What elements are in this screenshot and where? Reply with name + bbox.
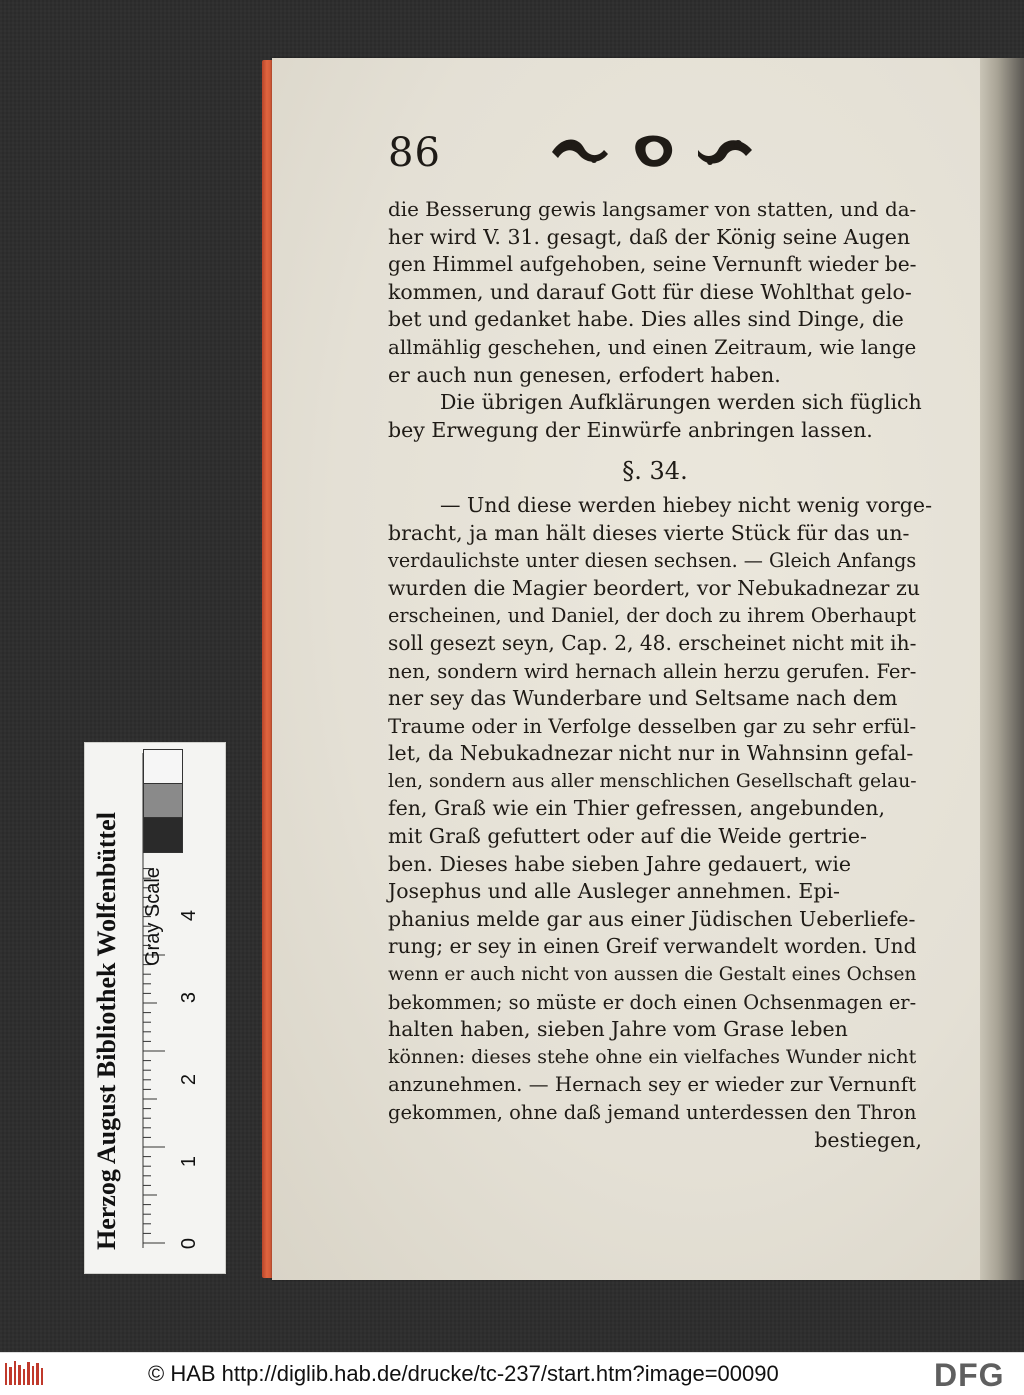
text-line-content: rung; er sey in einen Greif verwandelt worden. Und <box>388 934 917 959</box>
text-line-content: fen, Graß wie ein Thier gefressen, angebunden, <box>388 796 885 821</box>
text-line <box>388 1044 922 1072</box>
text-line <box>388 740 922 768</box>
text-line <box>388 389 922 417</box>
text-line-content: verdaulichste unter diesen sechsen. — Gleich Anfangs <box>388 549 917 573</box>
text-line <box>388 1016 922 1044</box>
text-line <box>388 334 922 362</box>
text-line-content: halten haben, sieben Jahre vom Grase leben <box>388 1017 848 1042</box>
dfg-logo: DFG <box>934 1357 1005 1393</box>
text-line-content: kommen, und darauf Gott für diese Wohlthat gelo- <box>388 279 912 304</box>
text-line-content: erscheinen, und Daniel, der doch zu ihrem Oberhaupt <box>388 604 916 628</box>
text-block <box>388 196 932 1154</box>
text-line-content: her wird V. 31. gesagt, daß der König seine Augen <box>388 224 911 249</box>
text-line-content: anzunehmen. — Hernach sey er wieder zur Vernunft <box>388 1073 917 1097</box>
text-line-content: bekommen; so müste er doch einen Ochsenmagen er- <box>388 990 917 1014</box>
gray-patch-white <box>143 749 183 785</box>
hab-barcode-logo-icon <box>4 1359 44 1389</box>
text-line-content: ner sey das Wunderbare und Seltsame nach dem <box>388 686 898 711</box>
text-line <box>388 658 922 686</box>
ruler-number: 2 <box>178 1073 201 1086</box>
text-line <box>388 306 922 334</box>
text-line-content: phanius melde gar aus einer Jüdischen Ueberliefe- <box>388 906 916 931</box>
text-line <box>388 851 922 879</box>
text-line <box>388 878 922 906</box>
text-line <box>388 713 922 741</box>
text-line-content: bey Erwegung der Einwürfe anbringen lassen. <box>388 417 873 442</box>
text-line-content: soll gesezt seyn, Cap. 2, 48. erscheinet nicht mit ih- <box>388 630 917 655</box>
text-line-content: allmählig geschehen, und einen Zeitraum, wie lange <box>388 335 917 359</box>
text-line <box>388 417 922 445</box>
page-number: 86 <box>388 130 441 176</box>
text-line <box>388 575 922 603</box>
text-line-content: wurden die Magier beordert, vor Nebukadnezar zu <box>388 575 920 600</box>
text-line-content: er auch nun genesen, erfodert haben. <box>388 362 781 387</box>
gray-patch-mid <box>143 783 183 819</box>
footer-copyright-url[interactable]: © HAB http://diglib.hab.de/drucke/tc-237/start.htm?image=00090 <box>148 1361 779 1386</box>
page-edge-shadow <box>980 58 1024 1280</box>
gray-patch-black <box>143 817 183 853</box>
text-line-content: gen Himmel aufgehoben, seine Vernunft wieder be- <box>388 252 917 277</box>
text-line-content: die Besserung gewis langsamer von statten, und da- <box>388 198 917 221</box>
text-line <box>388 933 922 961</box>
text-line <box>388 224 922 252</box>
gray-scale-label: Gray Scale <box>142 867 164 966</box>
text-line-content: Traume oder in Verfolge desselben gar zu sehr erfül- <box>388 714 917 738</box>
ruler-number: 3 <box>178 991 201 1004</box>
text-line <box>388 602 922 630</box>
text-line <box>388 630 922 658</box>
ruler-number: 1 <box>178 1155 201 1168</box>
text-line-content: let, da Nebukadnezar nicht nur in Wahnsinn gefal- <box>388 741 914 766</box>
text-line <box>388 196 922 224</box>
text-line-content: Josephus und alle Ausleger annehmen. Epi- <box>388 879 840 904</box>
text-line-content: bracht, ja man hält dieses vierte Stück für das un- <box>388 520 910 545</box>
section-heading: §. 34. <box>622 457 688 486</box>
text-line <box>388 768 922 796</box>
catchword: bestiegen, <box>814 1127 922 1152</box>
text-line <box>388 823 922 851</box>
text-line <box>388 961 922 989</box>
text-line-content: nen, sondern wird hernach allein herzu gerufen. Fer- <box>388 659 917 683</box>
text-line <box>388 547 922 575</box>
text-line <box>388 906 922 934</box>
text-line <box>388 795 922 823</box>
text-line-content: len, sondern aus aller menschlichen Gesellschaft gelau- <box>388 770 917 792</box>
text-line <box>388 251 922 279</box>
text-line-content: gekommen, ohne daß jemand unterdessen den Thron <box>388 1101 917 1124</box>
ruler-title: Herzog August Bibliothek Wolfenbüttel <box>92 812 121 1250</box>
text-line <box>388 685 922 713</box>
text-line <box>388 492 932 520</box>
ruler-number: 4 <box>178 909 201 922</box>
text-line-content: können: dieses stehe ohne ein vielfaches Wunder nicht <box>388 1045 917 1068</box>
text-line-content: wenn er auch nicht von aussen die Gestalt eines Ochsen <box>388 964 917 986</box>
text-line <box>388 1071 922 1099</box>
text-line-content: bet und gedanket habe. Dies alles sind Dinge, die <box>388 307 904 332</box>
text-line <box>388 989 922 1017</box>
text-line <box>388 362 922 390</box>
text-line <box>388 520 922 548</box>
text-line-content: ben. Dieses habe sieben Jahre gedauert, wie <box>388 851 852 876</box>
text-line <box>388 279 922 307</box>
ruler-number: 0 <box>178 1237 201 1250</box>
text-line <box>388 1099 922 1127</box>
text-line-content: Die übrigen Aufklärungen werden sich füglich <box>440 390 922 415</box>
printer-ornament-icon <box>548 130 758 174</box>
text-line-content: mit Graß gefuttert oder auf die Weide gertrie- <box>388 824 867 849</box>
footer-bar <box>0 1352 1024 1395</box>
text-line-content: — Und diese werden hiebey nicht wenig vorge- <box>440 492 932 517</box>
